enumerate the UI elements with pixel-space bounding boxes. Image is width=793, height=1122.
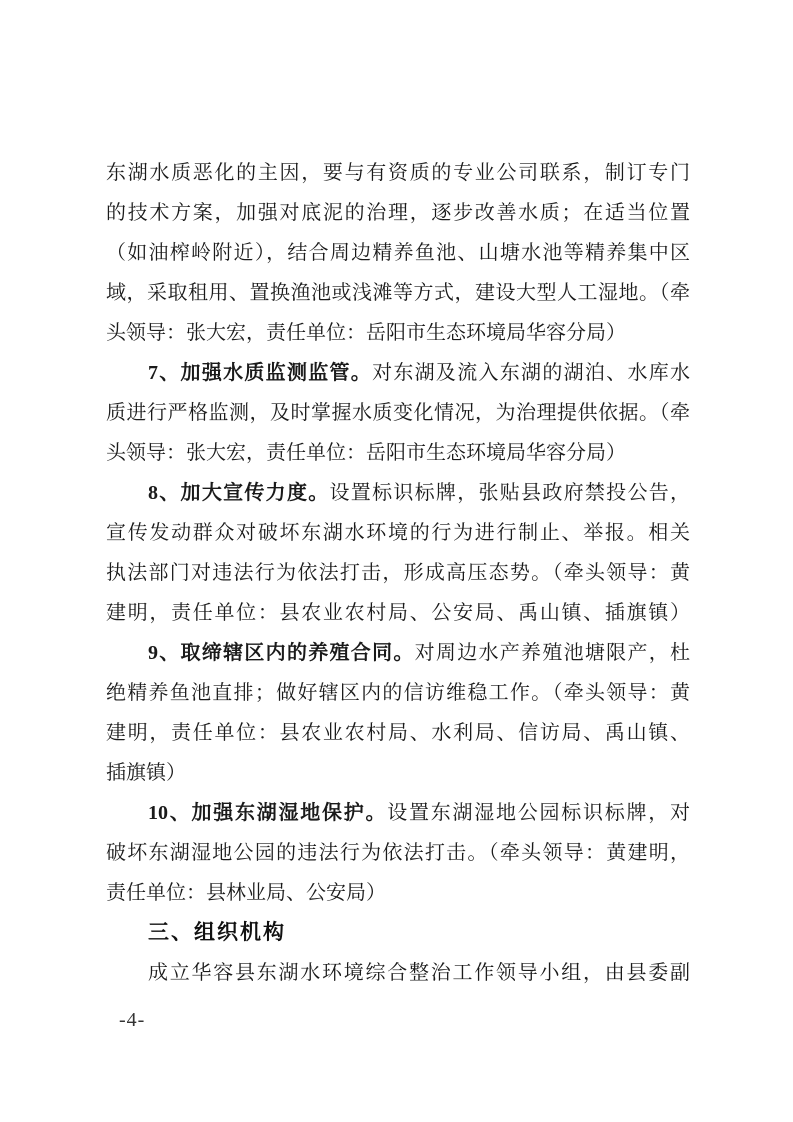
section-heading-text: 三、组织机构: [148, 921, 286, 944]
section-heading-lead: 9、取缔辖区内的养殖合同。: [148, 642, 415, 664]
text-line: [106, 593, 690, 633]
text-line: [106, 673, 690, 713]
line-text: 头领导：张大宏，责任单位：岳阳市生态环境局华容分局）: [106, 322, 626, 344]
line-text: 设置东湖湿地公园标识标牌，对: [387, 802, 690, 824]
text-line: [106, 193, 690, 233]
text-line: [106, 393, 690, 433]
line-text: 头领导：张大宏，责任单位：岳阳市生态环境局华容分局）: [106, 442, 626, 464]
text-line: [106, 153, 690, 193]
line-text: 域，采取租用、置换渔池或浅滩等方式，建设大型人工湿地。（牵: [106, 282, 690, 304]
line-text: 成立华容县东湖水环境综合整治工作领导小组，由县委副: [148, 962, 690, 984]
line-text: 对周边水产养殖池塘限产，杜: [414, 642, 690, 664]
line-text: 绝精养鱼池直排；做好辖区内的信访维稳工作。（牵头领导：黄: [106, 682, 690, 704]
text-line: [106, 513, 690, 553]
text-line: [106, 273, 690, 313]
line-text: 对东湖及流入东湖的湖泊、水库水: [372, 362, 690, 384]
page-number: -4-: [119, 1009, 146, 1031]
text-line: [106, 633, 690, 673]
text-line: [106, 353, 690, 393]
text-line: [106, 233, 690, 273]
text-line: [106, 793, 690, 833]
line-text: （如油榨岭附近），结合周边精养鱼池、山塘水池等精养集中区: [106, 242, 690, 264]
line-text: 质进行严格监测，及时掌握水质变化情况，为治理提供依据。（牵: [106, 402, 690, 424]
line-text: 破坏东湖湿地公园的违法行为依法打击。（牵头领导：黄建明，: [106, 842, 690, 864]
text-line: [106, 753, 690, 793]
text-line: [106, 713, 690, 753]
text-line: [106, 833, 690, 873]
text-line: [106, 313, 690, 353]
text-line: [106, 473, 690, 513]
line-text: 插旗镇）: [106, 762, 186, 784]
text-line: [106, 553, 690, 593]
section-heading-lead: 10、加强东湖湿地保护。: [148, 802, 388, 824]
line-text: 宣传发动群众对破坏东湖水环境的行为进行制止、举报。相关: [106, 522, 690, 544]
text-line: [106, 953, 690, 993]
line-text: 建明，责任单位：县农业农村局、水利局、信访局、禹山镇、: [106, 722, 690, 744]
line-text: 建明，责任单位：县农业农村局、公安局、禹山镇、插旗镇）: [106, 602, 690, 624]
text-line: [106, 873, 690, 913]
line-text: 执法部门对违法行为依法打击，形成高压态势。（牵头领导：黄: [106, 562, 690, 584]
line-text: 的技术方案，加强对底泥的治理，逐步改善水质；在适当位置: [106, 202, 690, 224]
text-block: [106, 153, 690, 993]
line-text: 东湖水质恶化的主因，要与有资质的专业公司联系，制订专门: [106, 162, 690, 184]
line-text: 责任单位：县林业局、公安局）: [106, 882, 386, 904]
line-text: 设置标识标牌，张贴县政府禁投公告，: [329, 482, 690, 504]
section-heading-lead: 7、加强水质监测监管。: [148, 362, 373, 384]
section-heading: [106, 913, 690, 953]
section-heading-lead: 8、加大宣传力度。: [148, 482, 330, 504]
text-line: [106, 433, 690, 473]
